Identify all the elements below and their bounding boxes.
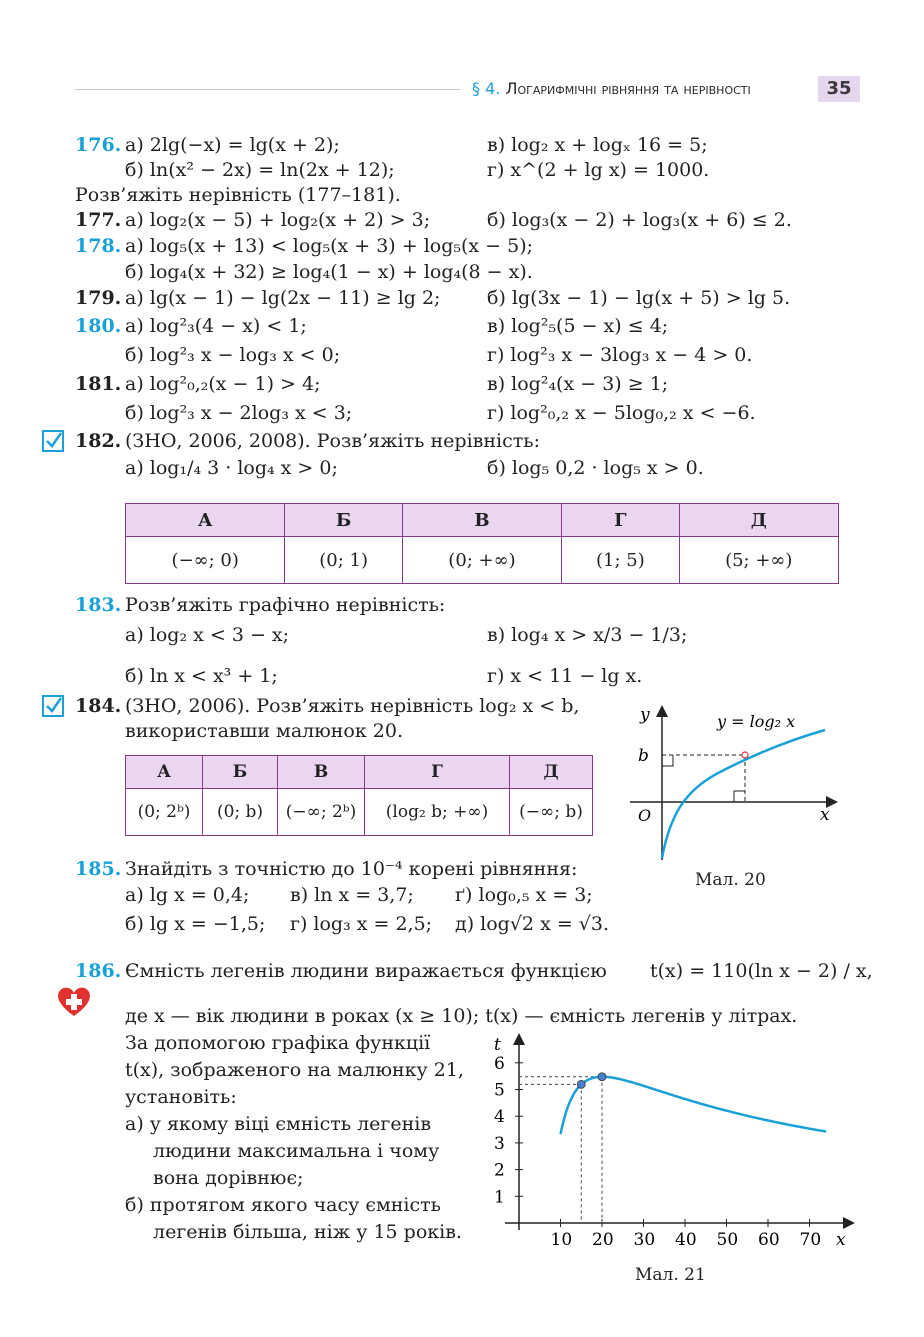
problem-text: (ЗНО, 2006, 2008). Розв’яжіть нерівність:: [125, 430, 540, 452]
y-tick-label: 3: [494, 1133, 505, 1154]
answer-option: (−∞; 2ᵇ): [278, 789, 365, 836]
health-icon: [56, 986, 92, 1018]
problem-part: б) lg(3x − 1) − lg(x + 5) > lg 5.: [487, 287, 791, 309]
problem-part: г) log²₀,₂ x − 5log₀,₂ x < −6.: [487, 402, 756, 424]
answer-option: (0; +∞): [402, 537, 561, 584]
problem-part: б) log₅ 0,2 · log₅ x > 0.: [487, 457, 704, 479]
problem-part: д) log√2 x = √3.: [455, 913, 610, 935]
problem-text: Ємність легенів людини виражається функцією: [125, 960, 607, 982]
x-tick-label: 40: [675, 1230, 697, 1250]
t-label: t: [494, 1035, 501, 1055]
problem-part: в) ln x = 3,7;: [290, 884, 414, 906]
problem-number: 176.: [75, 134, 122, 156]
origin-label: O: [638, 806, 652, 825]
problem-body: [125, 1030, 464, 1246]
problem-part: в) log₂ x + logₓ 16 = 5;: [487, 134, 708, 156]
problem-part: а) lg x = 0,4;: [125, 884, 250, 906]
problem-part: а) log₂ x < 3 − x;: [125, 624, 290, 646]
text-line: вона дорівнює;: [153, 1167, 304, 1189]
problem-number: 177.: [75, 209, 122, 231]
answer-header: Г: [562, 504, 679, 537]
problem-number: 186.: [75, 960, 122, 982]
x-tick-label: 50: [716, 1230, 739, 1250]
problem-part: ґ) log₀,₅ x = 3;: [455, 884, 593, 906]
problem-part: б) log₄(x + 32) ≥ log₄(1 − x) + log₄(8 − x).: [125, 261, 533, 283]
problem-part: а) log₅(x + 13) < log₅(x + 3) + log₅(x − 5);: [125, 235, 534, 257]
figure-caption: Мал. 21: [635, 1265, 706, 1285]
problem-part: г) x^(2 + lg x) = 1000.: [487, 159, 710, 181]
answer-option: (1; 5): [562, 537, 679, 584]
answer-table-184: [125, 755, 593, 836]
problem-part: в) log²₄(x − 3) ≥ 1;: [487, 373, 669, 395]
problem-text: де x — вік людини в роках (x ≥ 10); t(x) — ємність легенів у літрах.: [125, 1005, 798, 1027]
problem-part: б) lg x = −1,5;: [125, 913, 266, 935]
figure-20: [620, 700, 850, 865]
data-point: [598, 1073, 606, 1081]
answer-option: (0; 1): [285, 537, 402, 584]
answer-header: В: [278, 756, 365, 789]
problem-number: 181.: [75, 373, 122, 395]
text-line: людини максимальна і чому: [153, 1140, 440, 1162]
answer-table-182: [125, 503, 839, 584]
answer-header: Б: [203, 756, 278, 789]
text-line: легенів більша, ніж у 15 років.: [153, 1221, 462, 1243]
x-tick-label: 60: [758, 1230, 780, 1250]
page-number: 35: [818, 76, 860, 102]
function-label: y = log₂ x: [717, 712, 796, 731]
x-tick-label: 10: [550, 1230, 573, 1250]
problem-part: в) log²₅(5 − x) ≤ 4;: [487, 315, 669, 337]
answer-option: (0; 2ᵇ): [126, 789, 203, 836]
checkbox-icon: [42, 695, 64, 717]
y-tick-label: 5: [494, 1080, 505, 1101]
answer-option: (−∞; 0): [126, 537, 285, 584]
y-tick-label: 2: [494, 1160, 505, 1181]
answer-header: А: [126, 504, 285, 537]
answer-header: А: [126, 756, 203, 789]
problem-part: б) log₃(x − 2) + log₃(x + 6) ≤ 2.: [487, 209, 792, 231]
problem-number: 184.: [75, 695, 122, 717]
text-line: установіть:: [125, 1086, 237, 1108]
x-tick-label: 70: [799, 1230, 822, 1250]
problem-number: 178.: [75, 235, 122, 257]
text-line: б) протягом якого часу ємність: [125, 1194, 442, 1216]
problem-number: 185.: [75, 858, 122, 880]
problem-part: б) log²₃ x − log₃ x < 0;: [125, 344, 341, 366]
problem-number: 182.: [75, 430, 122, 452]
answer-header: Б: [285, 504, 402, 537]
section-title: Логарифмічні рівняння та нерівності: [505, 79, 751, 98]
problem-part: а) lg(x − 1) − lg(2x − 11) ≥ lg 2;: [125, 287, 441, 309]
y-tick-label: 1: [494, 1187, 505, 1208]
problem-part: б) ln(x² − 2x) = ln(2x + 12);: [125, 159, 395, 181]
checkbox-icon: [42, 430, 64, 452]
answer-header: В: [402, 504, 561, 537]
answer-header: Г: [365, 756, 510, 789]
problem-number: 183.: [75, 594, 122, 616]
problem-text: використавши малюнок 20.: [125, 720, 403, 742]
answer-option: (5; +∞): [679, 537, 839, 584]
header-rule: [75, 89, 460, 90]
x-label: x: [820, 805, 830, 825]
instruction: Розв’яжіть нерівність (177–181).: [75, 184, 401, 206]
text-line: t(x), зображеного на малюнку 21,: [125, 1059, 464, 1081]
problem-part: а) log²₀,₂(x − 1) > 4;: [125, 373, 321, 395]
answer-option: (−∞; b): [510, 789, 593, 836]
problem-part: а) log₁/₄ 3 · log₄ x > 0;: [125, 457, 338, 479]
problem-part: г) log₃ x = 2,5;: [290, 913, 433, 935]
y-label: y: [640, 705, 650, 725]
text-line: За допомогою графіка функції: [125, 1032, 431, 1054]
text-line: а) у якому віці ємність легенів: [125, 1113, 432, 1135]
answer-option: (0; b): [203, 789, 278, 836]
intersection-point: [742, 752, 748, 758]
problem-part: а) log₂(x − 5) + log₂(x + 2) > 3;: [125, 209, 431, 231]
problem-part: б) log²₃ x − 2log₃ x < 3;: [125, 402, 353, 424]
data-point: [577, 1080, 585, 1088]
figure-21: [480, 1030, 860, 1260]
answer-option: (log₂ b; +∞): [365, 789, 510, 836]
problem-text: Розв’яжіть графічно нерівність:: [125, 594, 446, 616]
problem-part: а) log²₃(4 − x) < 1;: [125, 315, 307, 337]
answer-header: Д: [679, 504, 839, 537]
formula: t(x) = 110(ln x − 2) / x,: [650, 960, 873, 982]
x-label: x: [836, 1230, 846, 1250]
log-curve: [662, 730, 825, 858]
x-tick-label: 20: [592, 1230, 614, 1250]
x-tick-label: 30: [633, 1230, 656, 1250]
y-tick-label: 4: [494, 1107, 505, 1128]
problem-number: 180.: [75, 315, 122, 337]
problem-text: Знайдіть з точністю до 10⁻⁴ корені рівняння:: [125, 858, 578, 880]
problem-part: а) 2lg(−x) = lg(x + 2);: [125, 134, 340, 156]
problem-part: б) ln x < x³ + 1;: [125, 665, 278, 687]
problem-part: г) x < 11 − lg x.: [487, 665, 643, 687]
answer-header: Д: [510, 756, 593, 789]
capacity-curve: [561, 1077, 827, 1134]
b-label: b: [638, 746, 649, 766]
y-tick-label: 6: [494, 1053, 505, 1074]
running-header: [472, 79, 751, 98]
problem-part: г) log²₃ x − 3log₃ x − 4 > 0.: [487, 344, 753, 366]
problem-number: 179.: [75, 287, 122, 309]
figure-caption: Мал. 20: [695, 870, 766, 890]
section-number: § 4.: [472, 79, 501, 98]
problem-part: в) log₄ x > x/3 − 1/3;: [487, 624, 688, 646]
problem-text: (ЗНО, 2006). Розв’яжіть нерівність log₂ x < b,: [125, 695, 580, 717]
